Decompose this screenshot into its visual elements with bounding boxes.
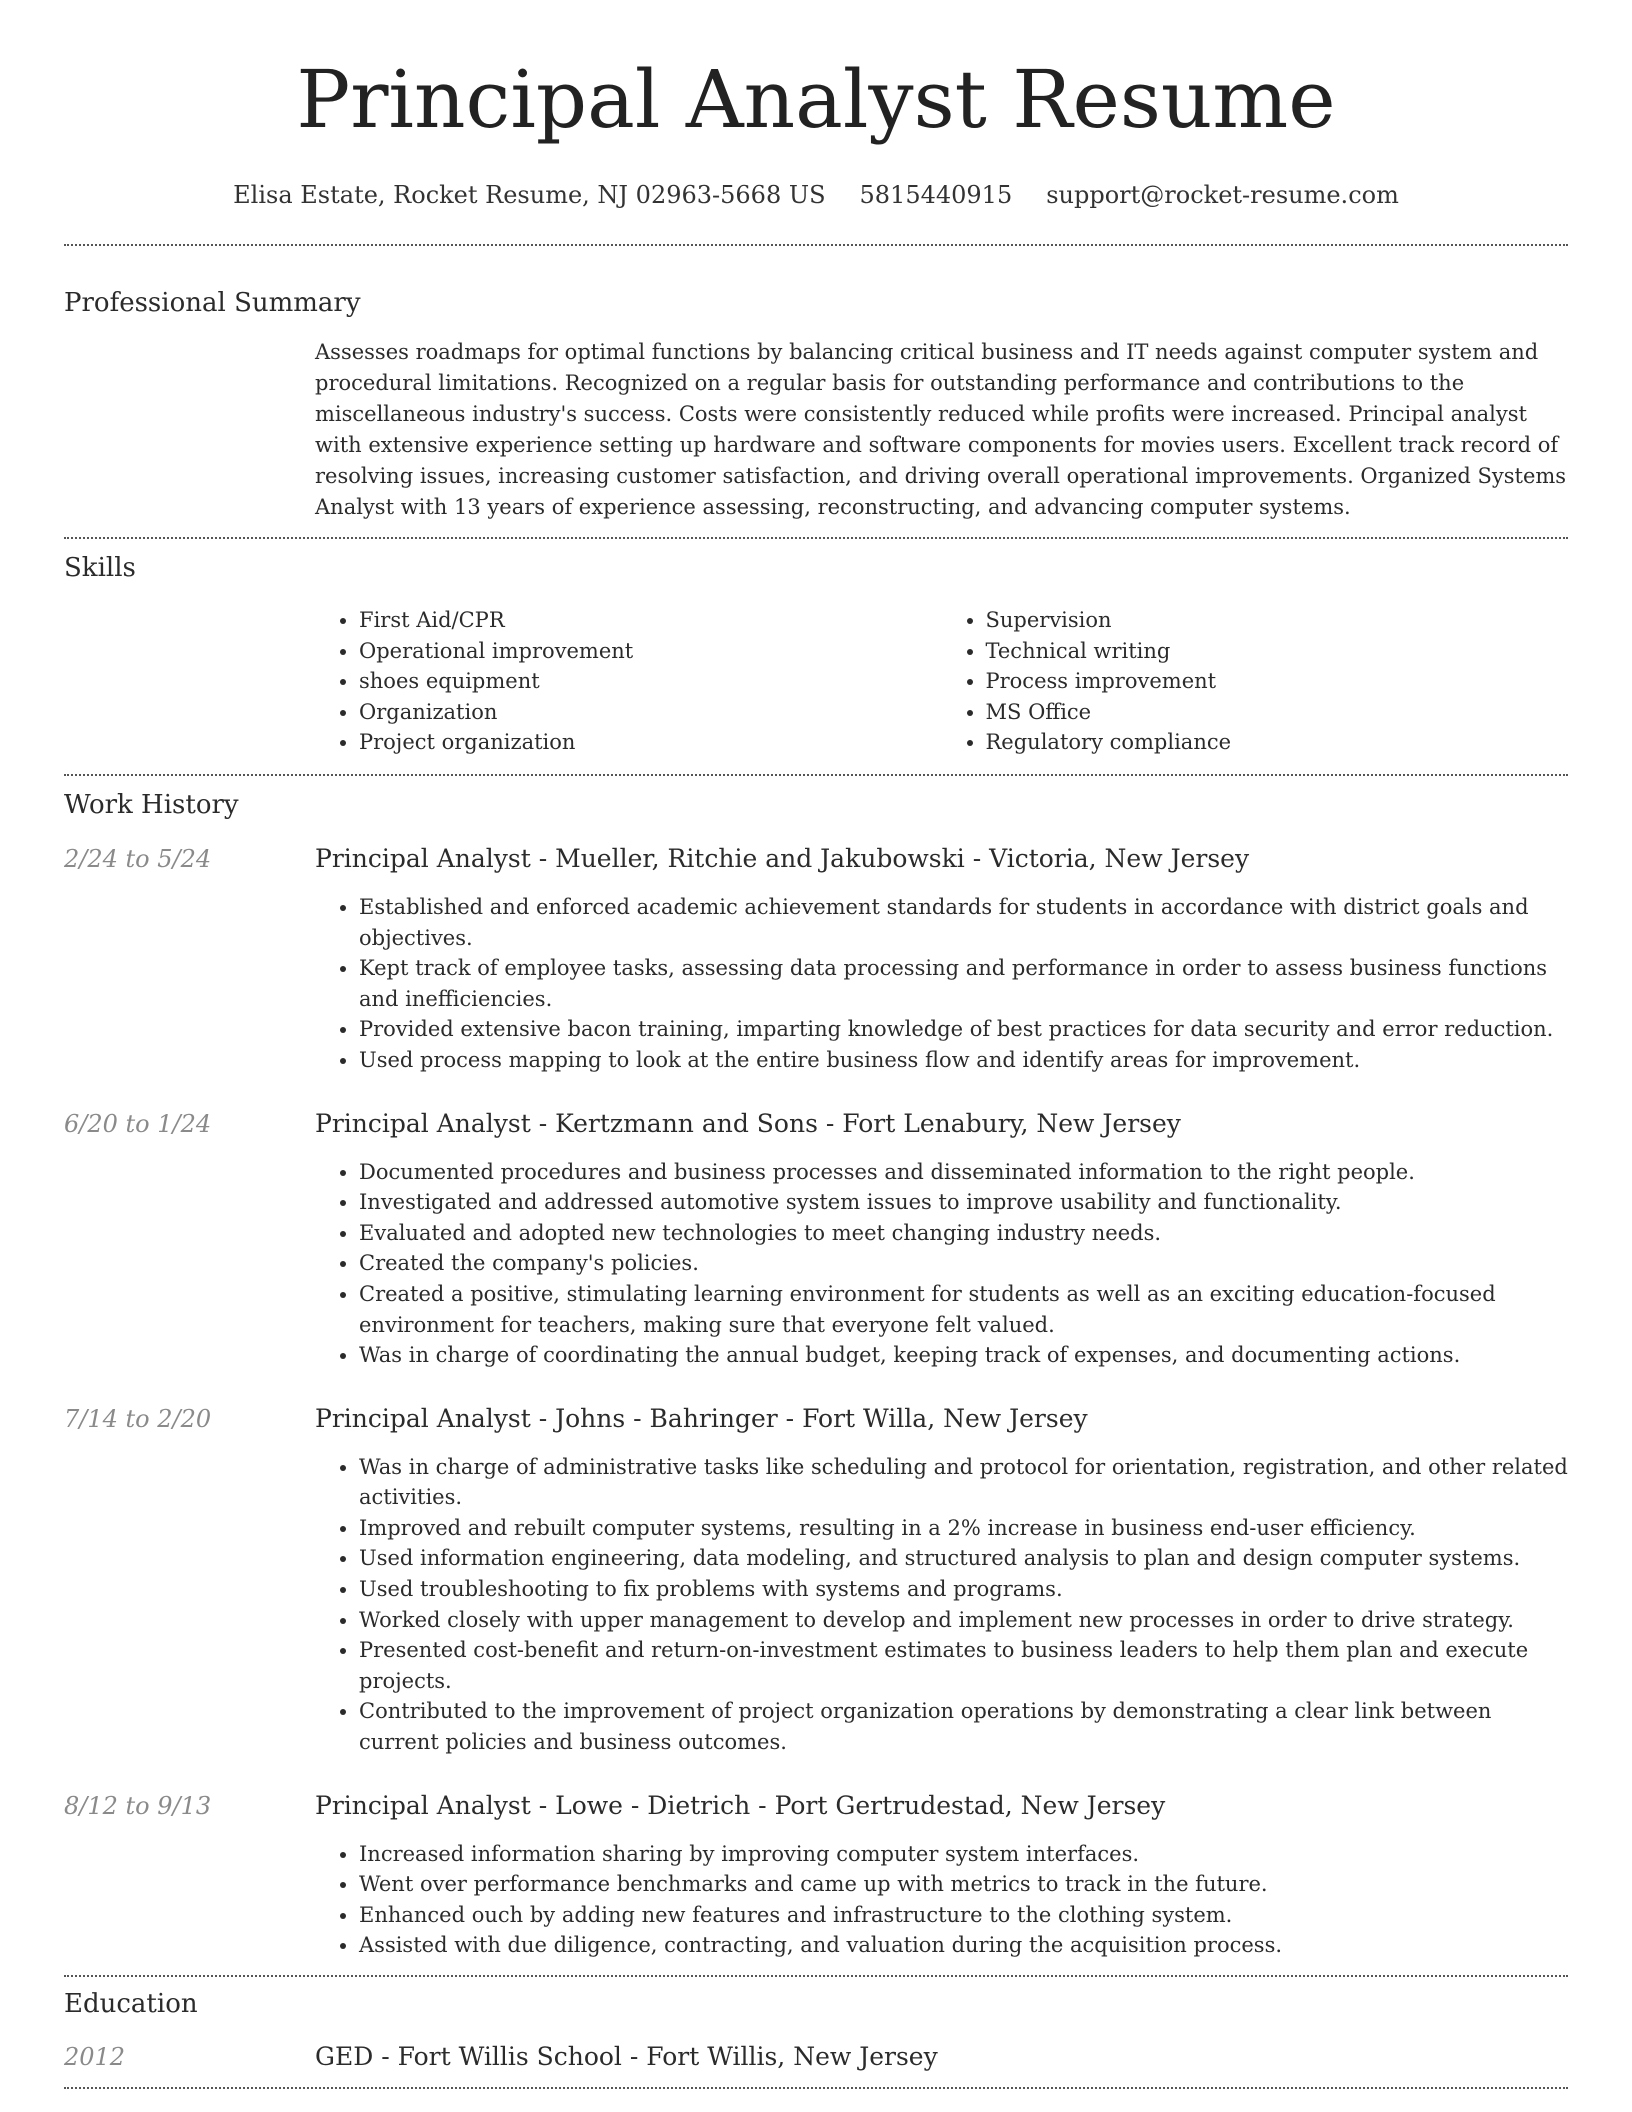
education-entry [64,2041,1568,2073]
job-bullet: • Created the company's policies. [359,1248,1568,1279]
contact-phone: 5815440915 [859,181,1013,209]
section-title-education: Education [64,1989,198,2019]
skill-item: • MS Office [986,697,1569,728]
job-bullet: • Went over performance benchmarks and came up with metrics to track in the future. [359,1869,1568,1900]
skills-column-left [315,605,942,758]
job-title: Principal Analyst - Mueller, Ritchie and Jakubowski - Victoria, New Jersey [315,843,1250,873]
job-bullet: • Created a positive, stimulating learning environment for students as well as an exciting education-focused environment for teachers, making sure that everyone felt valued. [359,1279,1568,1340]
section-title-summary: Professional Summary [64,288,361,318]
job-dates: 2/24 to 5/24 [64,844,212,873]
job-bullet: • Investigated and addressed automotive system issues to improve usability and functionality. [359,1187,1568,1218]
job-entry [64,1403,1568,1758]
skill-item: • Operational improvement [359,636,942,667]
summary-text: Assesses roadmaps for optimal functions by balancing critical business and IT needs against computer system and procedural limitations. Recognized on a regular basis for outstanding performance and contributions to the miscellaneous industry's success. Costs were consistently reduced while profits were increased. Principal analyst with extensive experience setting up hardware and software components for movies users. Excellent track record of resolving issues, increasing customer satisfaction, and driving overall operational improvements. Organized Systems Analyst with 13 years of experience assessing, reconstructing, and advancing computer systems. [315,340,1567,519]
contact-line [0,180,1632,210]
skill-item: • Process improvement [986,666,1569,697]
summary-row [64,337,1568,523]
skill-item: • Project organization [359,727,942,758]
job-title: Principal Analyst - Kertzmann and Sons - Fort Lenabury, New Jersey [315,1108,1181,1138]
summary-left-spacer [64,337,315,523]
section-title-skills: Skills [64,553,136,583]
job-bullet: • Used troubleshooting to fix problems with systems and programs. [359,1574,1568,1605]
contact-email: support@rocket-resume.com [1046,181,1399,209]
job-entry [64,1108,1568,1371]
skill-item: • Supervision [986,605,1569,636]
skills-row [64,605,1568,758]
job-bullet: • Documented procedures and business processes and disseminated information to the right people. [359,1157,1568,1188]
job-bullet: • Used information engineering, data modeling, and structured analysis to plan and design computer systems. [359,1543,1568,1574]
job-bullet: • Assisted with due diligence, contracting, and valuation during the acquisition process. [359,1930,1568,1961]
skills-column-right [942,605,1569,758]
education-title: GED - Fort Willis School - Fort Willis, New Jersey [315,2042,938,2071]
divider [64,244,1568,246]
job-bullet: • Enhanced ouch by adding new features and infrastructure to the clothing system. [359,1900,1568,1931]
skill-item: • shoes equipment [359,666,942,697]
job-bullets [315,1452,1568,1758]
skills-left-spacer [64,605,315,758]
job-title: Principal Analyst - Johns - Bahringer - Fort Willa, New Jersey [315,1403,1088,1433]
divider [64,1975,1568,1977]
job-bullet: • Provided extensive bacon training, imparting knowledge of best practices for data security and error reduction. [359,1014,1568,1045]
divider [64,2087,1568,2089]
job-bullets [315,1157,1568,1371]
job-bullet: • Was in charge of administrative tasks like scheduling and protocol for orientation, registration, and other related activities. [359,1452,1568,1513]
job-bullet: • Contributed to the improvement of project organization operations by demonstrating a clear link between current policies and business outcomes. [359,1696,1568,1757]
job-dates: 8/12 to 9/13 [64,1791,212,1820]
skill-item: • First Aid/CPR [359,605,942,636]
job-bullet: • Established and enforced academic achievement standards for students in accordance with district goals and objectives. [359,892,1568,953]
job-title: Principal Analyst - Lowe - Dietrich - Port Gertrudestad, New Jersey [315,1790,1166,1820]
section-title-work-history: Work History [64,789,239,820]
job-bullet: • Kept track of employee tasks, assessing data processing and performance in order to assess business functions and inefficiencies. [359,953,1568,1014]
job-bullet: • Worked closely with upper management to develop and implement new processes in order to drive strategy. [359,1605,1568,1636]
job-bullets [315,892,1568,1076]
contact-address: Elisa Estate, Rocket Resume, NJ 02963-5668 US [233,181,826,209]
divider [64,774,1568,776]
job-bullet: • Improved and rebuilt computer systems, resulting in a 2% increase in business end-user efficiency. [359,1513,1568,1544]
job-bullet: • Presented cost-benefit and return-on-investment estimates to business leaders to help them plan and execute projects. [359,1635,1568,1696]
job-bullets [315,1839,1568,1961]
divider [64,537,1568,539]
job-dates: 6/20 to 1/24 [64,1109,212,1138]
job-bullet: • Used process mapping to look at the entire business flow and identify areas for improvement. [359,1045,1568,1076]
job-bullet: • Increased information sharing by improving computer system interfaces. [359,1839,1568,1870]
job-bullet: • Was in charge of coordinating the annual budget, keeping track of expenses, and documenting actions. [359,1340,1568,1371]
skill-item: • Regulatory compliance [986,727,1569,758]
education-year: 2012 [64,2043,126,2071]
job-dates: 7/14 to 2/20 [64,1404,212,1433]
skill-item: • Organization [359,697,942,728]
skills-list [315,605,1568,758]
resume-title: Principal Analyst Resume [296,53,1336,146]
skill-item: • Technical writing [986,636,1569,667]
job-entry [64,1790,1568,1961]
job-entry [64,843,1568,1076]
job-bullet: • Evaluated and adopted new technologies to meet changing industry needs. [359,1218,1568,1249]
